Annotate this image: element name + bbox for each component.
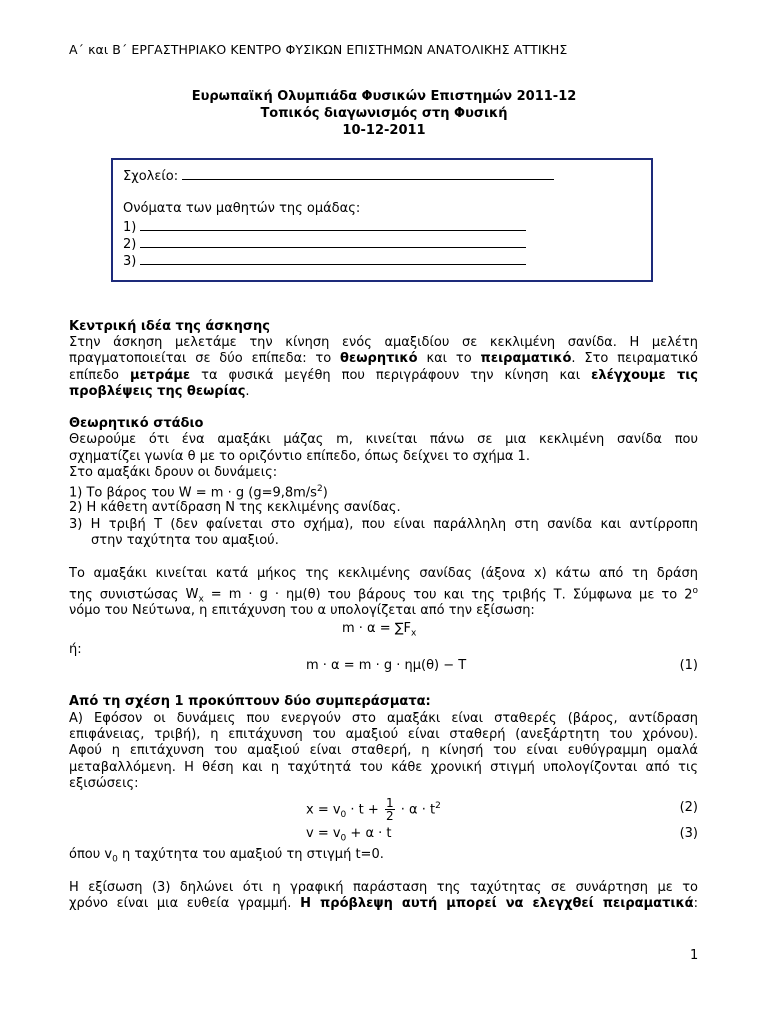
equation-1-number: (1)	[679, 658, 698, 673]
conclusions-line: όπου $v_0$ η ταχύτητα του αμαξιού τη στιγμή t=0.	[69, 847, 384, 865]
document-title-date: 10-12-2011	[342, 123, 426, 138]
theory-heading: Θεωρητικό στάδιο	[69, 416, 204, 431]
central-idea-line: επίπεδο μετράμε τα φυσικά μεγέθη που περιγράφουν την κίνηση και ελέγχουμε τις	[69, 368, 699, 383]
equation-2-number: (2)	[679, 800, 698, 815]
conclusions-line: Α) Εφόσον οι δυνάμεις που ενεργούν στο αμαξάκι είναι σταθερές (βάρος, αντίδραση	[69, 711, 698, 726]
theory-line: Στο αμαξάκι δρουν οι δυνάμεις:	[69, 465, 278, 480]
equation-3-number: (3)	[679, 826, 698, 841]
central-idea-heading: Κεντρική ιδέα της άσκησης	[69, 319, 270, 334]
motion-line: της συνιστώσας $W_x = m \cdot g \cdot \eta\mu(\theta)$ του βάρους του και της τριβής Τ. Σύμφωνα με το $2^o$	[69, 586, 698, 605]
motion-line: νόμο του Νεύτωνα, η επιτάχυνση του α υπολογίζεται από την εξίσωση:	[69, 603, 535, 618]
fraction-half: $\frac{1}{2}$	[385, 796, 394, 824]
force-item-1: 1) Το βάρος του W = m · g $(g=9,8m/s^2)$	[69, 484, 328, 501]
page-number: 1	[690, 948, 699, 963]
conclusions-line: επιφάνειας, τριβή), η επιτάχυνση του αμαξιού είναι σταθερή (ανεξάρτητη του χρόνου).	[69, 727, 698, 742]
student-info-box	[111, 158, 653, 282]
student-blank-2[interactable]	[140, 234, 526, 248]
equation-3: $v = v_0 + \alpha \cdot t$	[306, 826, 392, 844]
equation-newton: $m \cdot \alpha = \sum F_x$	[342, 621, 417, 639]
student-blank-3[interactable]	[140, 251, 526, 265]
conclusions-line: Αφού η επιτάχυνση του αμαξιού είναι σταθερή, η κίνησή του είναι ευθύγραμμη ομαλά	[69, 743, 698, 758]
motion-line: Το αμαξάκι κινείται κατά μήκος της κεκλιμένης σανίδας (άξονα x) κάτω από τη δράση	[69, 566, 698, 581]
equation-2: $x = v_0 \cdot t$ + $\frac{1}{2}$ · $\alpha \cdot t^2$	[306, 796, 441, 824]
document-title-line1: Ευρωπαϊκή Ολυμπιάδα Φυσικών Επιστημών 2011-12	[191, 89, 577, 104]
theory-line: Θεωρούμε ότι ένα αμαξάκι μάζας m, κινείται πάνω σε μια κεκλιμένη σανίδα που	[69, 432, 698, 447]
conclusions-line: Η εξίσωση (3) δηλώνει ότι η γραφική παράσταση της ταχύτητας σε συνάρτηση με το	[69, 880, 698, 895]
school-field[interactable]	[123, 166, 554, 185]
document-title-line2: Τοπικός διαγωνισμός στη Φυσική	[260, 106, 508, 121]
conclusions-line: χρόνο είναι μια ευθεία γραμμή. Η πρόβλεψη αυτή μπορεί να ελεγχθεί πειραματικά:	[69, 896, 699, 911]
student-blank-1[interactable]	[140, 217, 526, 231]
school-label: Σχολείο:	[123, 169, 179, 184]
force-item-3-cont: στην ταχύτητα του αμαξιού.	[91, 533, 279, 548]
central-idea-line: πραγματοποιείται σε δύο επίπεδα: το θεωρητικό και το πειραματικό. Στο πειραματικό	[69, 351, 698, 366]
student-field-1[interactable]: 1)	[123, 217, 526, 236]
conclusions-line: μεταβαλλόμενη. Η θέση και η ταχύτητά του κάθε χρονική στιγμή υπολογίζονται από τις	[69, 760, 698, 775]
students-label: Ονόματα των μαθητών της ομάδας:	[123, 201, 361, 216]
equation-1: m · α = m · g · ημ(θ) − T	[306, 658, 467, 673]
force-item-2: 2) Η κάθετη αντίδραση Ν της κεκλιμένης σανίδας.	[69, 500, 401, 515]
school-blank[interactable]	[182, 166, 554, 180]
or-label: ή:	[69, 642, 82, 657]
central-idea-line: προβλέψεις της θεωρίας.	[69, 384, 250, 399]
student-field-3[interactable]: 3)	[123, 251, 526, 270]
central-idea-line: Στην άσκηση μελετάμε την κίνηση ενός αμαξιδίου σε κεκλιμένη σανίδα. Η μελέτη	[69, 335, 698, 350]
conclusions-heading: Από τη σχέση 1 προκύπτουν δύο συμπεράσματα:	[69, 694, 431, 709]
theory-line: σχηματίζει γωνία θ με το οριζόντιο επίπεδο, όπως δείχνει το σχήμα 1.	[69, 449, 530, 464]
force-item-3: 3) Η τριβή Τ (δεν φαίνεται στο σχήμα), που είναι παράλληλη στη σανίδα και αντίρροπη	[69, 517, 698, 532]
student-field-2[interactable]: 2)	[123, 234, 526, 253]
page-header: Α΄ και Β΄ ΕΡΓΑΣΤΗΡΙΑΚΟ ΚΕΝΤΡΟ ΦΥΣΙΚΩΝ ΕΠΙΣΤΗΜΩΝ ΑΝΑΤΟΛΙΚΗΣ ΑΤΤΙΚΗΣ	[69, 42, 568, 57]
conclusions-line: εξισώσεις:	[69, 776, 139, 791]
